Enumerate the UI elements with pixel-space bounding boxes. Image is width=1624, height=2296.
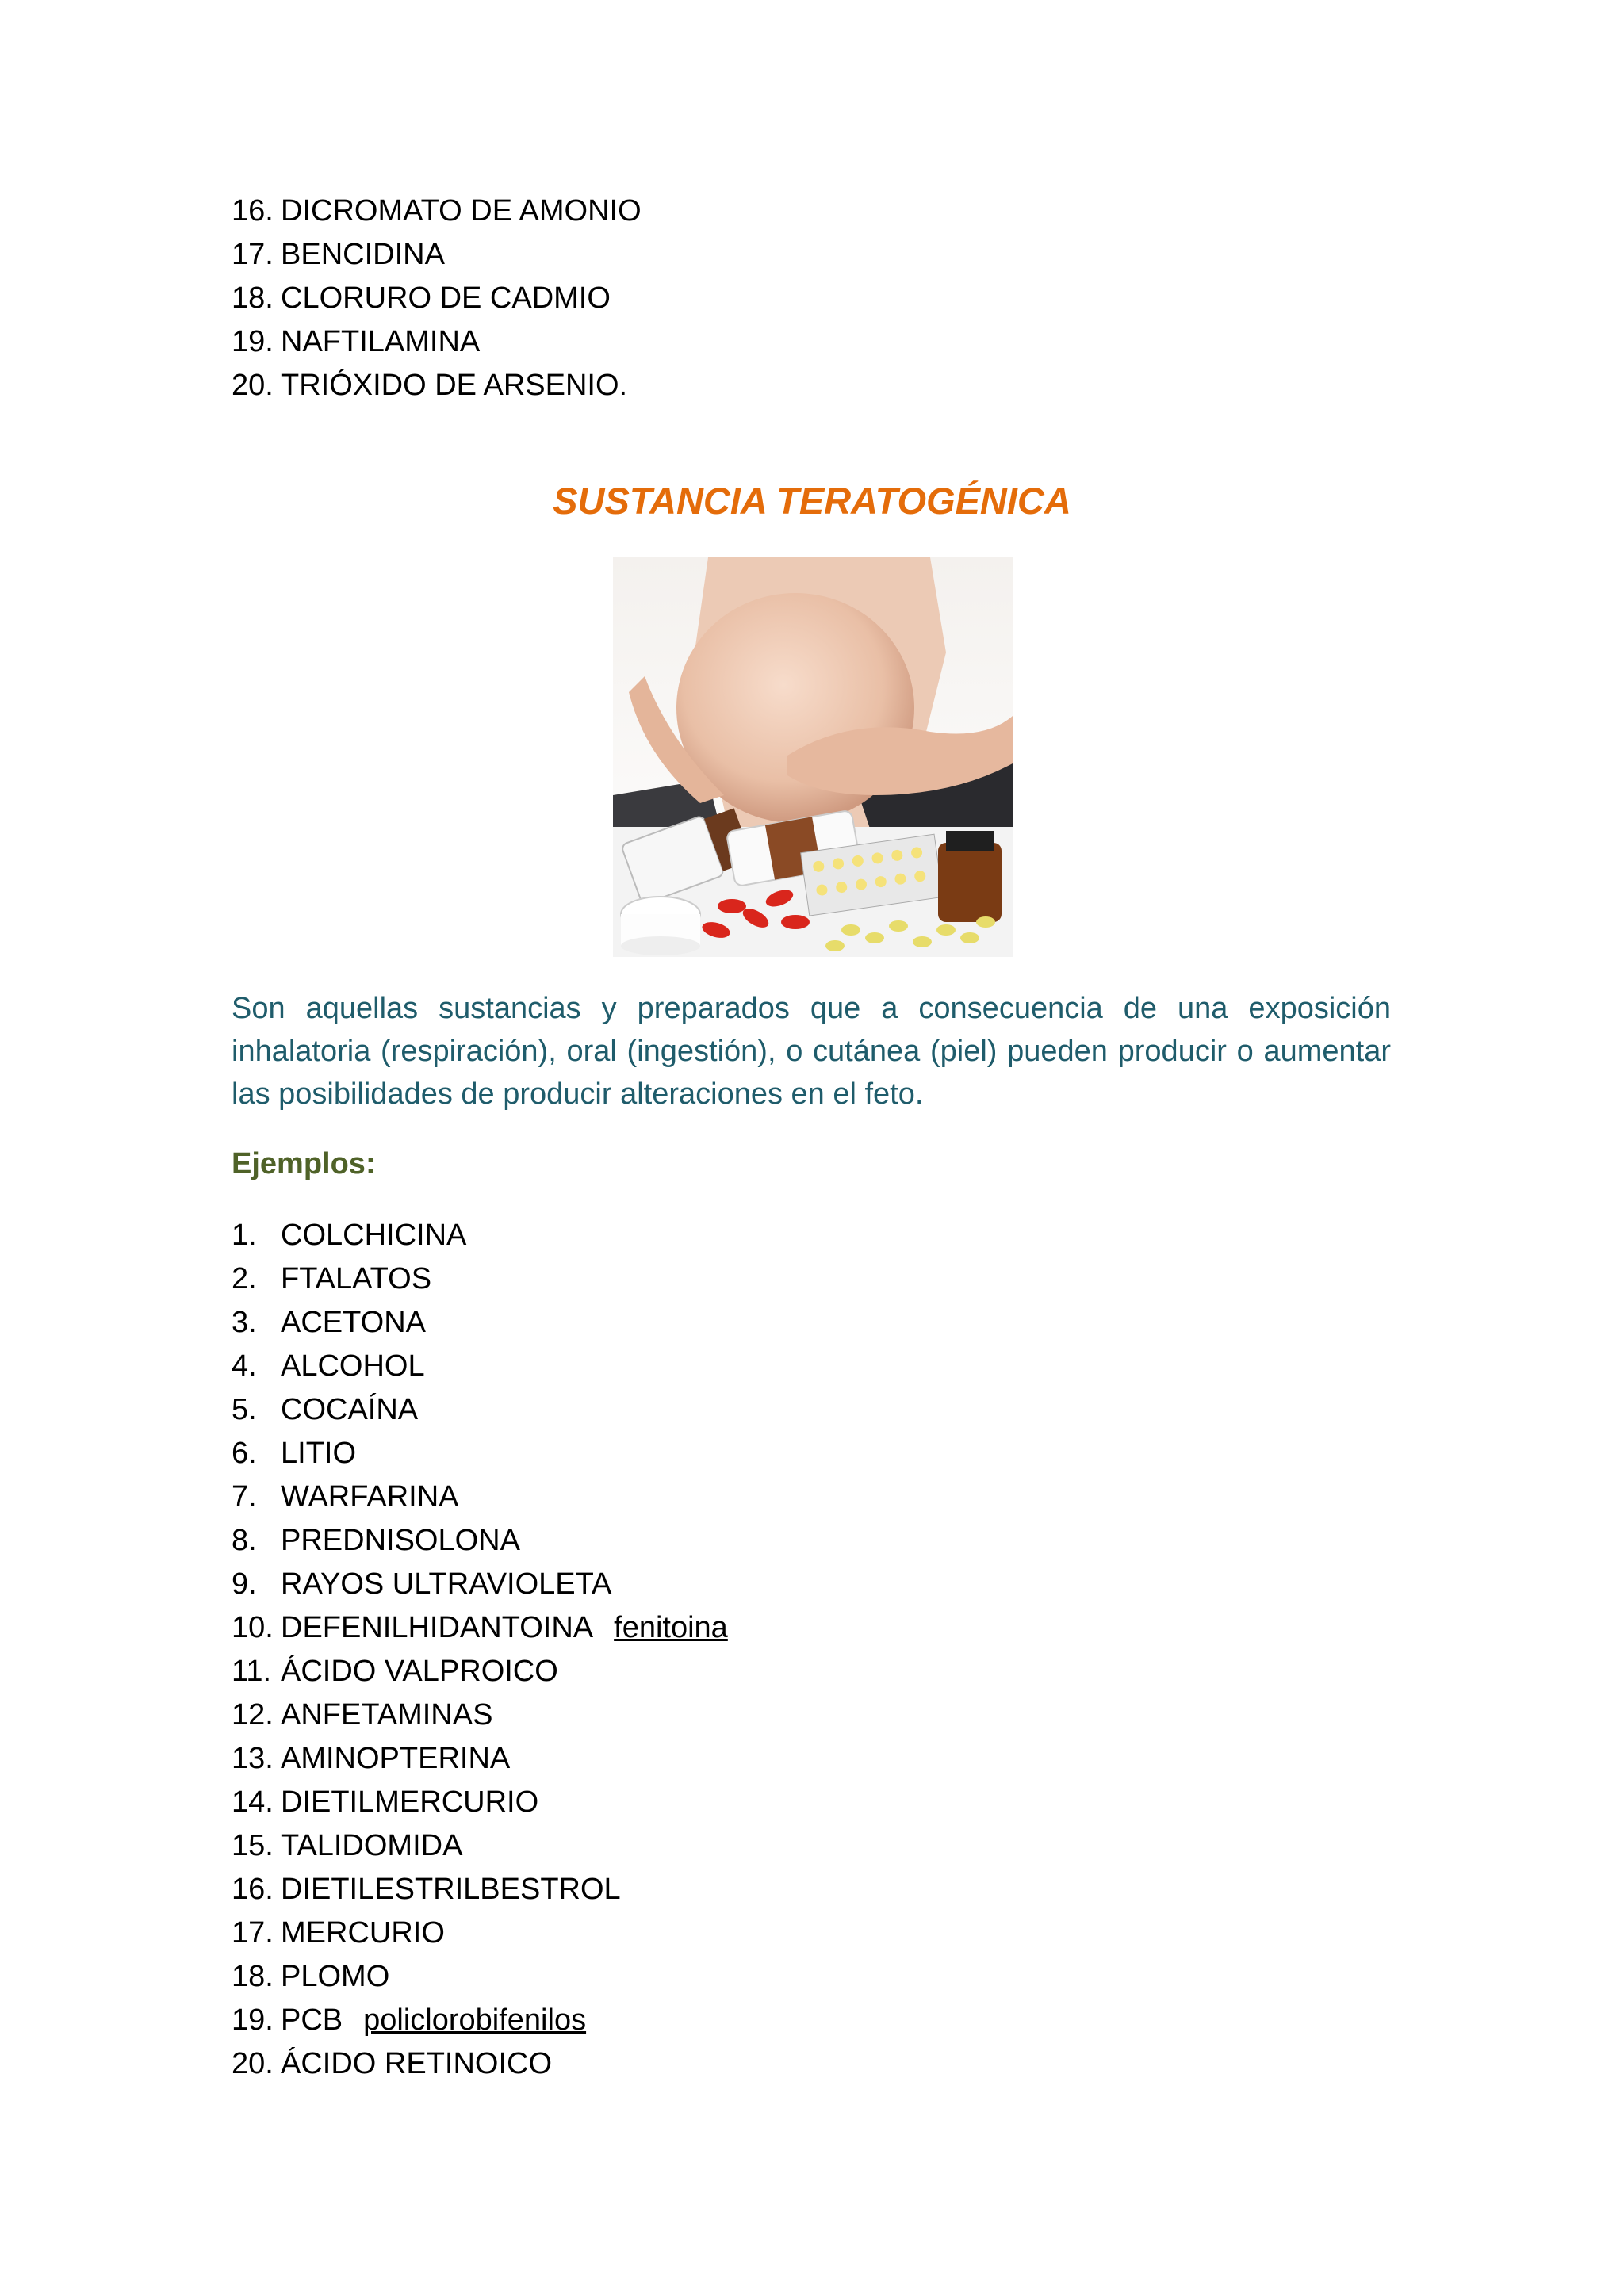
list-item-name: ÁCIDO RETINOICO — [281, 2047, 553, 2080]
list-item-name: ÁCIDO VALPROICO — [281, 1655, 558, 1688]
list-item-number: 8. — [232, 1524, 257, 1557]
list-item-number: 2. — [232, 1262, 257, 1295]
list-item-number: 7. — [232, 1480, 257, 1513]
list-item-name: AMINOPTERINA — [281, 1742, 511, 1775]
list-item-number: 16. — [232, 1873, 274, 1906]
list-item-name: PLOMO — [281, 1960, 390, 1993]
list-item-name: NAFTILAMINA — [281, 325, 481, 358]
teratogenic-examples-list — [232, 1214, 728, 2086]
list-item — [232, 189, 642, 233]
list-item — [232, 233, 642, 277]
list-item-name: RAYOS ULTRAVIOLETA — [281, 1567, 612, 1601]
list-item — [232, 1911, 728, 1955]
list-item-number: 13. — [232, 1742, 274, 1775]
list-item-number: 11. — [232, 1655, 272, 1688]
list-item — [232, 1475, 728, 1519]
list-item-number: 18. — [232, 1960, 274, 1993]
list-item-name: CLORURO DE CADMIO — [281, 281, 611, 315]
list-item-number: 14. — [232, 1785, 274, 1819]
list-item-name: WARFARINA — [281, 1480, 459, 1513]
teratogenic-description: Son aquellas sustancias y preparados que a consecuencia de una exposición inhalatoria (respiración), oral (ingestión), o cutánea (piel) pueden producir o aumentar las posibilidades de producir alteraciones en el feto. — [232, 992, 1391, 1111]
examples-label: Ejemplos: — [232, 1147, 376, 1181]
list-item-name: FTALATOS — [281, 1262, 432, 1295]
list-item — [232, 1606, 728, 1650]
list-item-name: COLCHICINA — [281, 1219, 467, 1252]
list-item — [232, 320, 642, 364]
list-item — [232, 1301, 728, 1345]
list-item-name: DICROMATO DE AMONIO — [281, 194, 642, 228]
list-item-name: DIETILMERCURIO — [281, 1785, 539, 1819]
list-item-number: 17. — [232, 1916, 274, 1950]
list-item-name: COCAÍNA — [281, 1393, 419, 1426]
list-item — [232, 1955, 728, 1999]
list-item-name: BENCIDINA — [281, 238, 445, 271]
section-title: SUSTANCIA TERATOGÉNICA — [553, 480, 1071, 522]
list-item-name: ANFETAMINAS — [281, 1698, 493, 1732]
list-item-name: TRIÓXIDO DE ARSENIO. — [281, 369, 628, 402]
previous-substance-list — [232, 189, 642, 408]
list-item-number: 19. — [232, 325, 274, 358]
list-item — [232, 2042, 728, 2086]
list-item — [232, 1563, 728, 1606]
list-item — [232, 1345, 728, 1388]
list-item-name: TALIDOMIDA — [281, 1829, 463, 1862]
list-item-number: 3. — [232, 1306, 257, 1339]
list-item-number: 6. — [232, 1437, 257, 1470]
list-item-name: MERCURIO — [281, 1916, 445, 1950]
list-item-number: 5. — [232, 1393, 257, 1426]
list-item-number: 9. — [232, 1567, 257, 1601]
list-item-number: 10. — [232, 1611, 274, 1644]
list-item — [232, 1824, 728, 1868]
list-item — [232, 277, 642, 320]
list-item-name: PREDNISOLONA — [281, 1524, 520, 1557]
list-item-number: 12. — [232, 1698, 274, 1732]
list-item-number: 20. — [232, 2047, 274, 2080]
list-item — [232, 1737, 728, 1781]
list-item — [232, 1388, 728, 1432]
list-item-number: 18. — [232, 281, 274, 315]
list-item-name: DIETILESTRILBESTROL — [281, 1873, 621, 1906]
list-item-name: ALCOHOL — [281, 1349, 425, 1383]
list-item-number: 19. — [232, 2003, 274, 2037]
list-item-name: ACETONA — [281, 1306, 427, 1339]
list-item — [232, 1650, 728, 1693]
list-item-number: 16. — [232, 194, 274, 228]
list-item — [232, 1257, 728, 1301]
list-item-name: DEFENILHIDANTOINA — [281, 1611, 594, 1644]
list-item-name: PCB — [281, 2003, 343, 2037]
list-item-number: 17. — [232, 238, 274, 271]
pregnant-woman-with-pills-photo — [613, 557, 1013, 957]
list-item — [232, 1432, 728, 1475]
list-item-name: LITIO — [281, 1437, 357, 1470]
list-item-number: 1. — [232, 1219, 257, 1252]
list-item-note-link[interactable]: fenitoina — [614, 1611, 728, 1644]
list-item — [232, 1693, 728, 1737]
list-item — [232, 1999, 728, 2042]
list-item — [232, 1868, 728, 1911]
list-item-number: 20. — [232, 369, 274, 402]
list-item-number: 15. — [232, 1829, 274, 1862]
list-item — [232, 1214, 728, 1257]
list-item-number: 4. — [232, 1349, 257, 1383]
list-item-note-link[interactable]: policlorobifenilos — [363, 2003, 587, 2037]
list-item — [232, 1519, 728, 1563]
list-item — [232, 1781, 728, 1824]
list-item — [232, 364, 642, 408]
